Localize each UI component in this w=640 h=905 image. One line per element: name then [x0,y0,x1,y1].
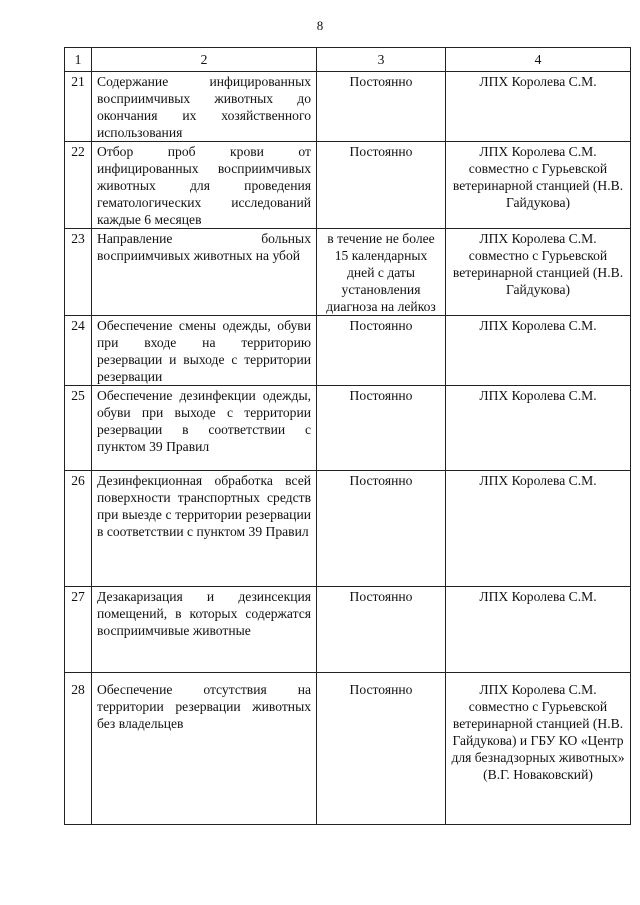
responsible: ЛПХ Королева С.М. [446,72,631,142]
deadline: Постоянно [317,471,446,587]
responsible: ЛПХ Королева С.М. совместно с Гурьевской ветеринарной станцией (Н.В. Гайдукова) [446,142,631,229]
deadline: Постоянно [317,72,446,142]
page-number: 8 [316,18,324,33]
measure-description: Содержание инфицированных восприимчивых животных до окончания их хозяйственного использования [92,72,317,142]
header-cell: 1 [65,48,92,72]
header-cell: 4 [446,48,631,72]
table-row [65,229,631,316]
row-number: 22 [65,142,92,229]
row-number: 28 [65,673,92,825]
measure-description: Обеспечение дезинфекции одежды, обуви при выходе с территории резервации в соответствии с пунктом 39 Правил [92,386,317,471]
responsible: ЛПХ Королева С.М. совместно с Гурьевской ветеринарной станцией (Н.В. Гайдукова) и ГБУ КО «Центр для безнадзорных животных» (В.Г. Новаковский) [446,673,631,825]
measure-description: Отбор проб крови от инфицированных восприимчивых животных для проведения гематологических исследований каждые 6 месяцев [92,142,317,229]
row-number: 25 [65,386,92,471]
table-header-row [65,48,631,72]
responsible: ЛПХ Королева С.М. [446,316,631,386]
row-number: 24 [65,316,92,386]
row-number: 26 [65,471,92,587]
table-row [65,673,631,825]
deadline: Постоянно [317,142,446,229]
header-cell: 2 [92,48,317,72]
header-cell: 3 [317,48,446,72]
deadline: Постоянно [317,316,446,386]
measure-description: Обеспечение смены одежды, обуви при входе на территорию резервации и выходе с территории резервации [92,316,317,386]
table-row [65,316,631,386]
row-number: 21 [65,72,92,142]
responsible: ЛПХ Королева С.М. [446,471,631,587]
deadline: Постоянно [317,673,446,825]
deadline: в течение не более 15 календарных дней с даты установления диагноза на лейкоз [317,229,446,316]
responsible: ЛПХ Королева С.М. [446,587,631,673]
table-row [65,587,631,673]
measure-description: Обеспечение отсутствия на территории резервации животных без владельцев [92,673,317,825]
measure-description: Направление больных восприимчивых животных на убой [92,229,317,316]
table-row [65,72,631,142]
deadline: Постоянно [317,587,446,673]
row-number: 23 [65,229,92,316]
deadline: Постоянно [317,386,446,471]
table-row [65,471,631,587]
measure-description: Дезинфекционная обработка всей поверхности транспортных средств при выезде с территории резервации в соответствии с пунктом 39 Правил [92,471,317,587]
responsible: ЛПХ Королева С.М. совместно с Гурьевской ветеринарной станцией (Н.В. Гайдукова) [446,229,631,316]
measure-description: Дезакаризация и дезинсекция помещений, в которых содержатся восприимчивые животные [92,587,317,673]
plan-table [64,47,631,825]
table-row [65,142,631,229]
table-row [65,386,631,471]
responsible: ЛПХ Королева С.М. [446,386,631,471]
row-number: 27 [65,587,92,673]
